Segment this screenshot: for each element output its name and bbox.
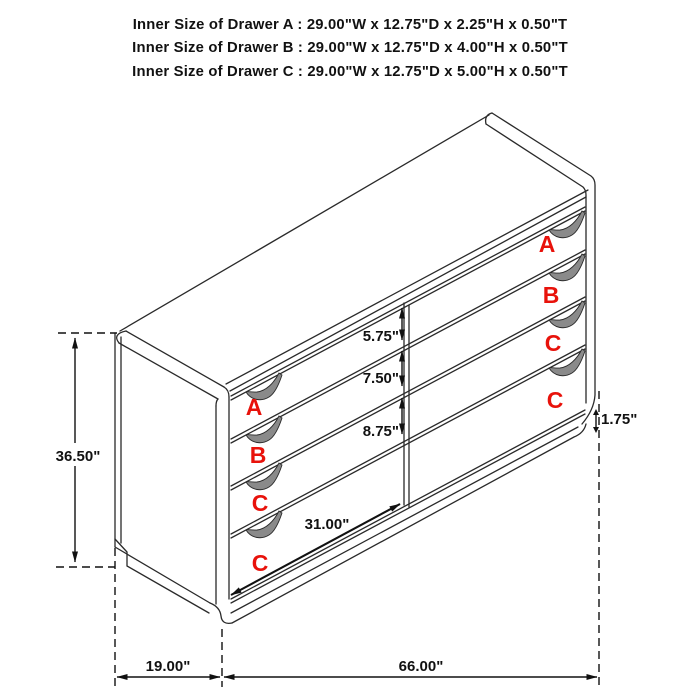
dresser-outline — [115, 113, 595, 623]
drawer-label-right-c1: C — [544, 330, 562, 356]
dimension-label-drawer-b-height: 7.50" — [362, 370, 399, 387]
extension-lines — [56, 333, 599, 687]
top-front-edge-outer — [226, 190, 588, 384]
dimension-label-drawer-c-height: 8.75" — [362, 423, 399, 440]
dimension-label-overall-width: 66.00" — [398, 658, 444, 675]
top-back-edge — [120, 115, 489, 331]
dimension-label-base-height: 1.75" — [601, 411, 638, 428]
drawer-label-right-b: B — [542, 282, 560, 308]
top-right-trim-inner — [486, 124, 586, 403]
side-plinth-line — [115, 539, 209, 613]
top-front-edge-inner — [230, 197, 586, 391]
drawer-label-right-c2: C — [546, 387, 564, 413]
drawer-pull-scoops — [246, 211, 585, 538]
dimension-label-drawer-width: 31.00" — [304, 516, 350, 533]
inner-size-line-c: Inner Size of Drawer C : 29.00"W x 12.75"D x 5.00"H x 0.50"T — [132, 63, 568, 80]
dimension-label-drawer-a-height: 5.75" — [362, 328, 399, 345]
top-left-trim-inner — [119, 343, 218, 399]
drawer-label-left-b: B — [249, 442, 267, 468]
scoop-right-b-icon — [549, 254, 585, 281]
inner-size-line-b: Inner Size of Drawer B : 29.00"W x 12.75"D x 4.00"H x 0.50"T — [132, 40, 568, 57]
front-left-foot — [210, 603, 232, 623]
dimension-label-overall-height: 36.50" — [55, 448, 101, 465]
dimension-lines — [56, 308, 599, 687]
scoop-left-b-icon — [246, 416, 282, 443]
drawer-label-left-c2: C — [251, 550, 269, 576]
drawer-a-top-edge — [231, 207, 585, 400]
drawer-ab-separation — [231, 250, 585, 443]
top-right-trim-cap — [486, 113, 492, 124]
drawer-label-left-c1: C — [251, 490, 269, 516]
center-divider — [404, 303, 409, 507]
drawer-bc-separation — [231, 297, 585, 490]
dimension-label-overall-depth: 19.00" — [145, 658, 191, 675]
inner-size-line-a: Inner Size of Drawer A : 29.00"W x 12.75"D x 2.25"H x 0.50"T — [132, 17, 568, 33]
side-bottom-edge — [115, 547, 210, 603]
drawer-label-right-a: A — [538, 231, 556, 257]
post-top-cap — [216, 387, 229, 406]
top-left-trim-outer — [126, 331, 224, 387]
drawer-label-left-a: A — [245, 394, 263, 420]
